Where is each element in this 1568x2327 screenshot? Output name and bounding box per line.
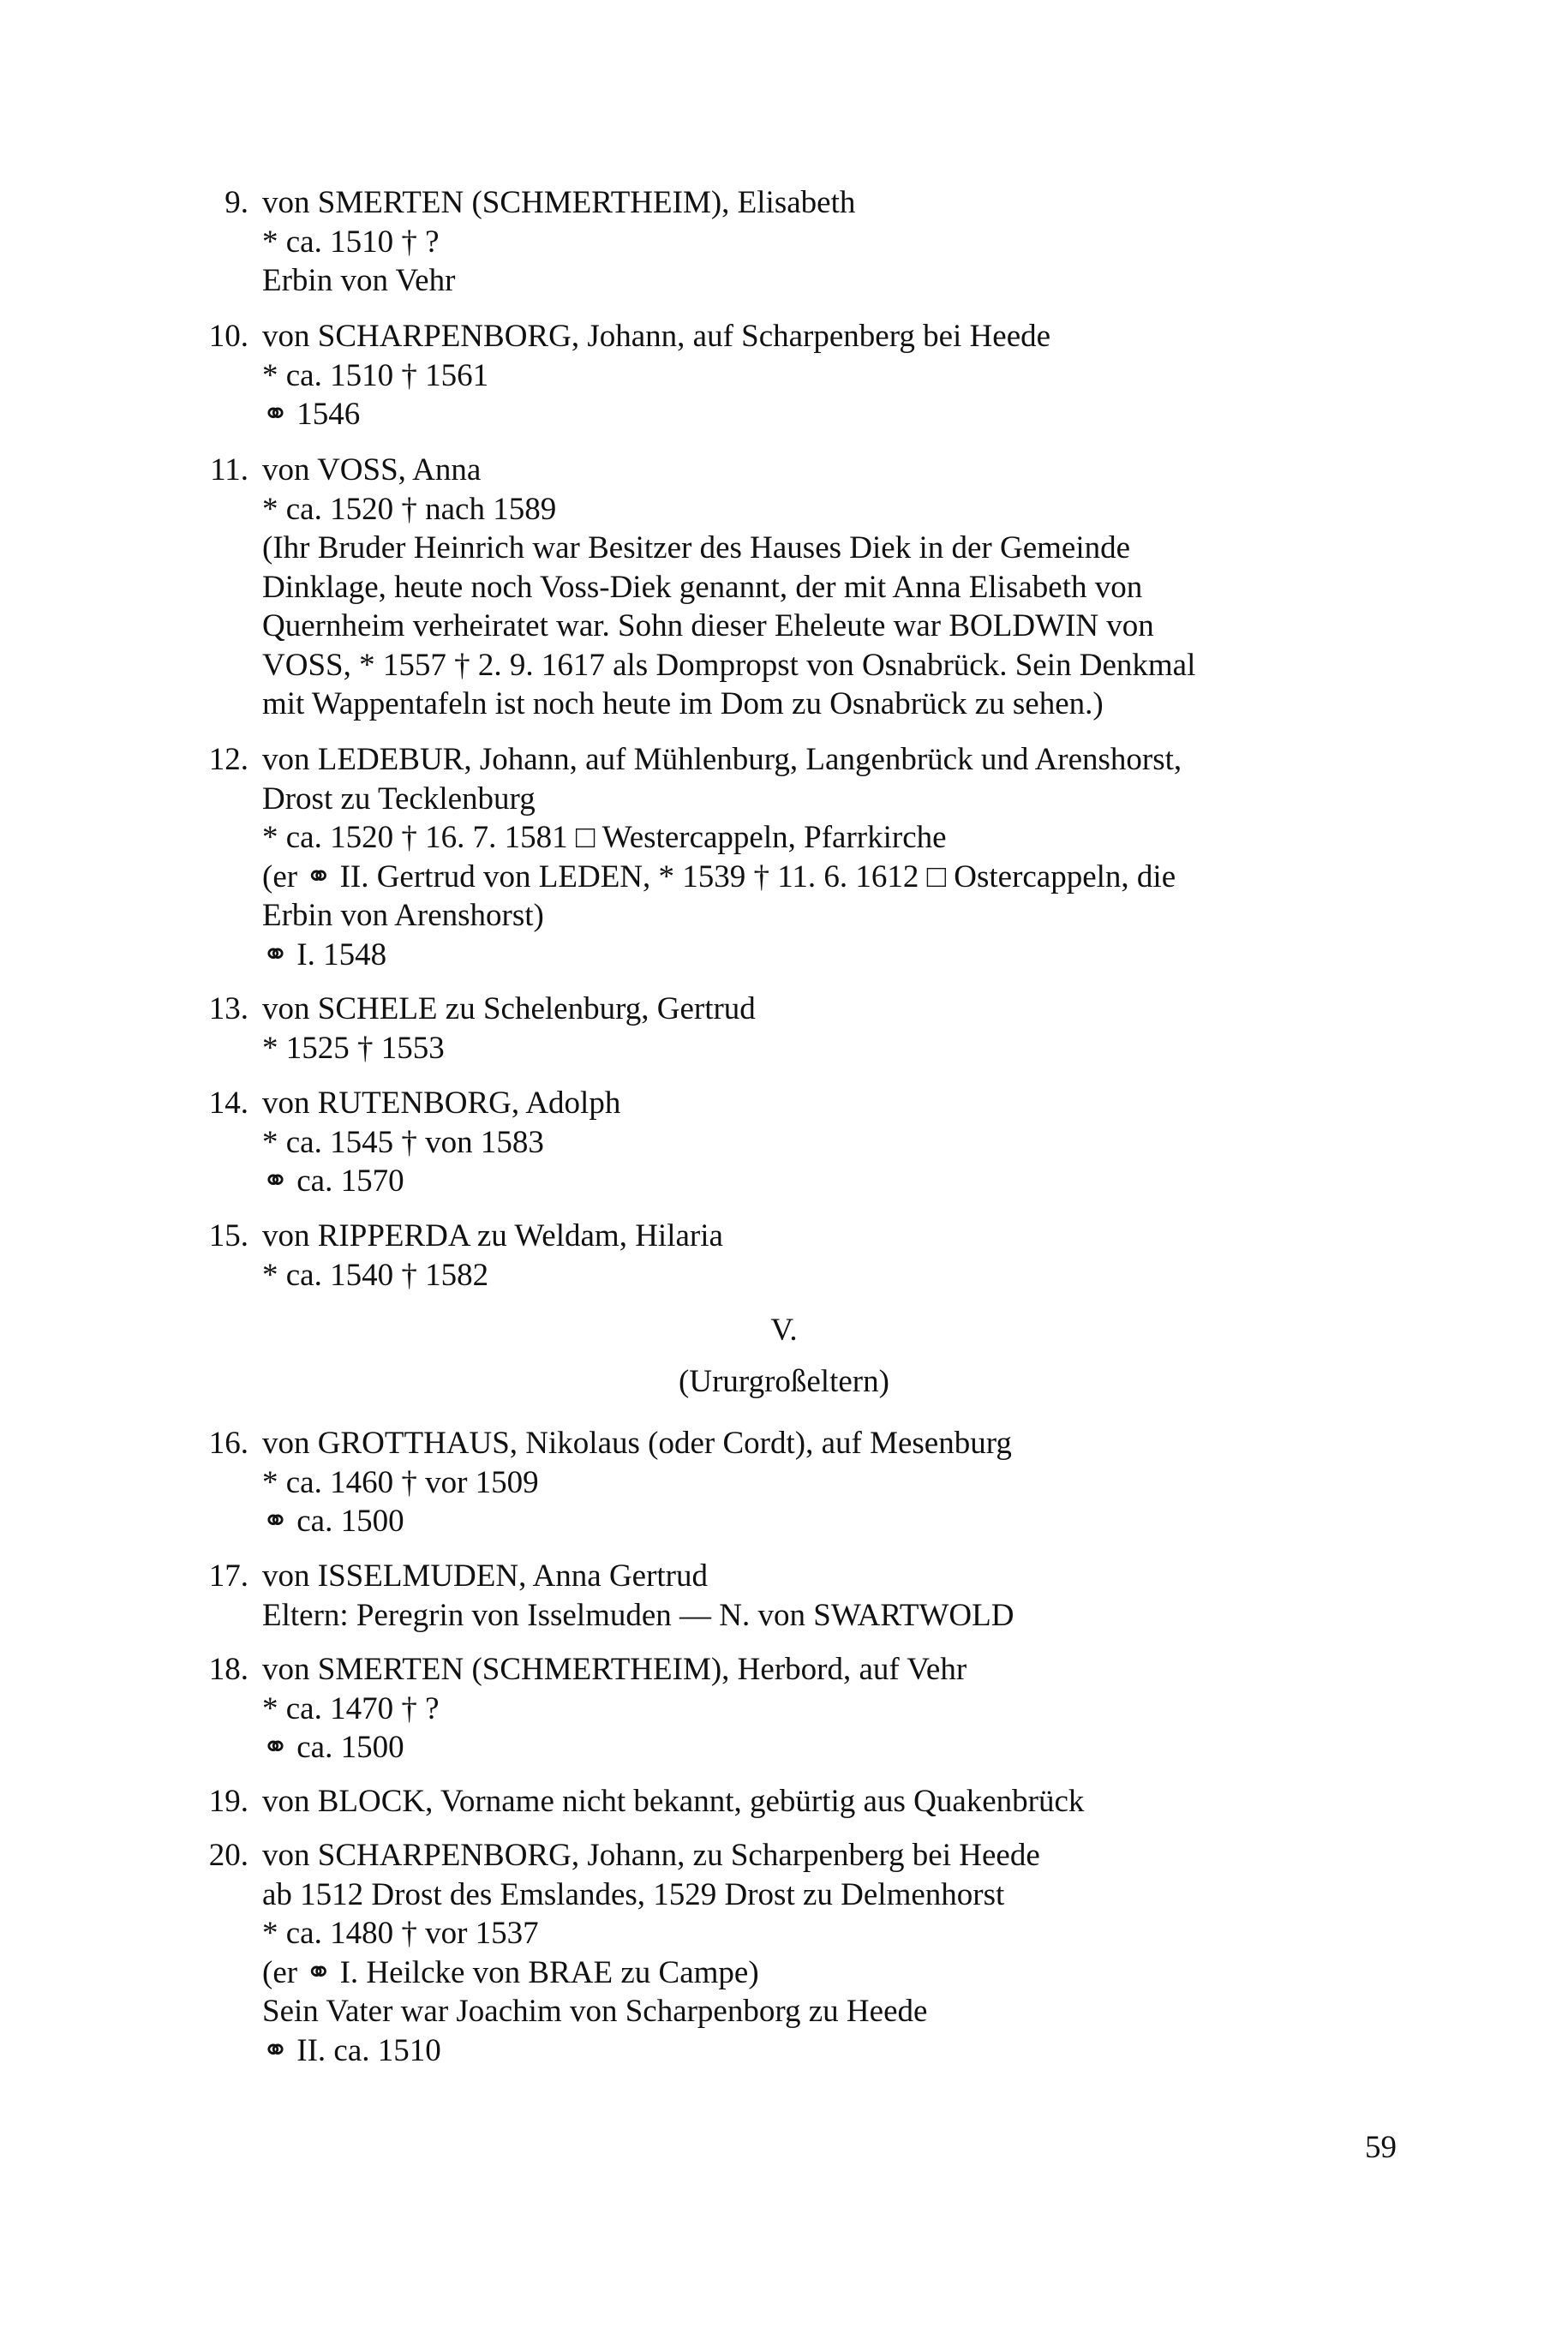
entry-line: * ca. 1510 † 1561 xyxy=(262,357,489,393)
entry-line: * ca. 1520 † nach 1589 xyxy=(262,491,557,527)
entry-line: von RUTENBORG, Adolph xyxy=(262,1086,621,1121)
entry-number: 13. xyxy=(208,991,248,1026)
entry-number: 11. xyxy=(210,452,248,488)
entry-text xyxy=(262,740,1453,974)
entry-line: * ca. 1545 † von 1583 xyxy=(262,1124,544,1160)
entry-line: ab 1512 Drost des Emslandes, 1529 Drost zu Delmenhorst xyxy=(262,1876,1005,1912)
entry-line: von LEDEBUR, Johann, auf Mühlenburg, Langenbrück und Arenshorst, xyxy=(262,742,1182,777)
entry-text xyxy=(262,1084,1453,1201)
entry-number: 18. xyxy=(208,1652,248,1687)
entry-text xyxy=(262,1650,1453,1768)
section-subtitle: (Ururgroßeltern) xyxy=(679,1364,889,1399)
entry-text xyxy=(262,1836,1453,2070)
entry-number: 12. xyxy=(208,742,248,777)
section-numeral: V. xyxy=(770,1313,798,1348)
entry-line: Sein Vater war Joachim von Scharpenborg zu Heede xyxy=(262,1994,928,2029)
entry-line: ⚭ 1546 xyxy=(262,397,361,432)
entry-line: ⚭ I. 1548 xyxy=(262,936,387,972)
entry-line: von GROTTHAUS, Nikolaus (oder Cordt), auf Mesenburg xyxy=(262,1426,1012,1461)
entry-line: * ca. 1480 † vor 1537 xyxy=(262,1916,539,1951)
entry-line: von SMERTEN (SCHMERTHEIM), Elisabeth xyxy=(262,185,856,220)
entry-line: * ca. 1540 † 1582 xyxy=(262,1257,489,1293)
entry-line: von ISSELMUDEN, Anna Gertrud xyxy=(262,1558,709,1594)
entry-line: * ca. 1520 † 16. 7. 1581 □ Westercappeln, Pfarrkirche xyxy=(262,820,947,855)
entry-number: 16. xyxy=(208,1426,248,1461)
entry-line: ⚭ II. ca. 1510 xyxy=(262,2032,441,2068)
entry-line: Erbin von Vehr xyxy=(262,263,456,298)
entry-text xyxy=(262,990,1453,1068)
entry-line: Erbin von Arenshorst) xyxy=(262,898,544,933)
entry-line: von SCHARPENBORG, Johann, auf Scharpenberg bei Heede xyxy=(262,319,1051,354)
entry-line: (er ⚭ I. Heilcke von BRAE zu Campe) xyxy=(262,1954,759,1990)
entry-number: 17. xyxy=(208,1558,248,1594)
entry-line: von BLOCK, Vorname nicht bekannt, gebürtig aus Quakenbrück xyxy=(262,1784,1085,1819)
entry-line: (Ihr Bruder Heinrich war Besitzer des Hauses Diek in der Gemeinde xyxy=(262,530,1131,565)
entry-line: Drost zu Tecklenburg xyxy=(262,781,536,817)
entry-line: Eltern: Peregrin von Isselmuden — N. von SWARTWOLD xyxy=(262,1597,1014,1633)
entry-number: 15. xyxy=(208,1218,248,1253)
entry-line: VOSS, * 1557 † 2. 9. 1617 als Dompropst von Osnabrück. Sein Denkmal xyxy=(262,647,1196,683)
entry-line: * ca. 1470 † ? xyxy=(262,1690,440,1726)
entry-text xyxy=(262,1782,1453,1822)
entry-text xyxy=(262,1217,1453,1295)
entry-line: mit Wappentafeln ist noch heute im Dom zu Osnabrück zu sehen.) xyxy=(262,686,1104,721)
entry-line: Dinklage, heute noch Voss-Diek genannt, der mit Anna Elisabeth von xyxy=(262,569,1143,605)
entry-line: (er ⚭ II. Gertrud von LEDEN, * 1539 † 11. 6. 1612 □ Ostercappeln, die xyxy=(262,858,1176,894)
entry-line: von SCHARPENBORG, Johann, zu Scharpenberg bei Heede xyxy=(262,1838,1040,1873)
entry-line: von RIPPERDA zu Weldam, Hilaria xyxy=(262,1218,723,1253)
entry-number: 14. xyxy=(208,1086,248,1121)
entry-number: 20. xyxy=(208,1838,248,1873)
entry-line: von VOSS, Anna xyxy=(262,452,482,488)
entry-line: ⚭ ca. 1500 xyxy=(262,1504,404,1539)
entry-number: 19. xyxy=(208,1784,248,1819)
entry-line: * ca. 1510 † ? xyxy=(262,224,440,260)
entry-number: 9. xyxy=(224,185,248,220)
entry-line: * ca. 1460 † vor 1509 xyxy=(262,1464,539,1500)
entry-line: von SMERTEN (SCHMERTHEIM), Herbord, auf Vehr xyxy=(262,1652,967,1687)
entry-line: Quernheim verheiratet war. Sohn dieser Eheleute war BOLDWIN von xyxy=(262,608,1154,643)
entry-text xyxy=(262,451,1453,724)
entry-line: ⚭ ca. 1570 xyxy=(262,1164,404,1199)
entry-line: ⚭ ca. 1500 xyxy=(262,1730,404,1765)
entry-line: * 1525 † 1553 xyxy=(262,1030,445,1066)
page-number: 59 xyxy=(1365,2130,1397,2165)
entry-text xyxy=(262,1557,1453,1635)
entry-text xyxy=(262,1424,1453,1541)
entry-line: von SCHELE zu Schelenburg, Gertrud xyxy=(262,991,756,1026)
entry-number: 10. xyxy=(208,319,248,354)
entry-text xyxy=(262,183,1453,301)
entry-text xyxy=(262,317,1453,434)
